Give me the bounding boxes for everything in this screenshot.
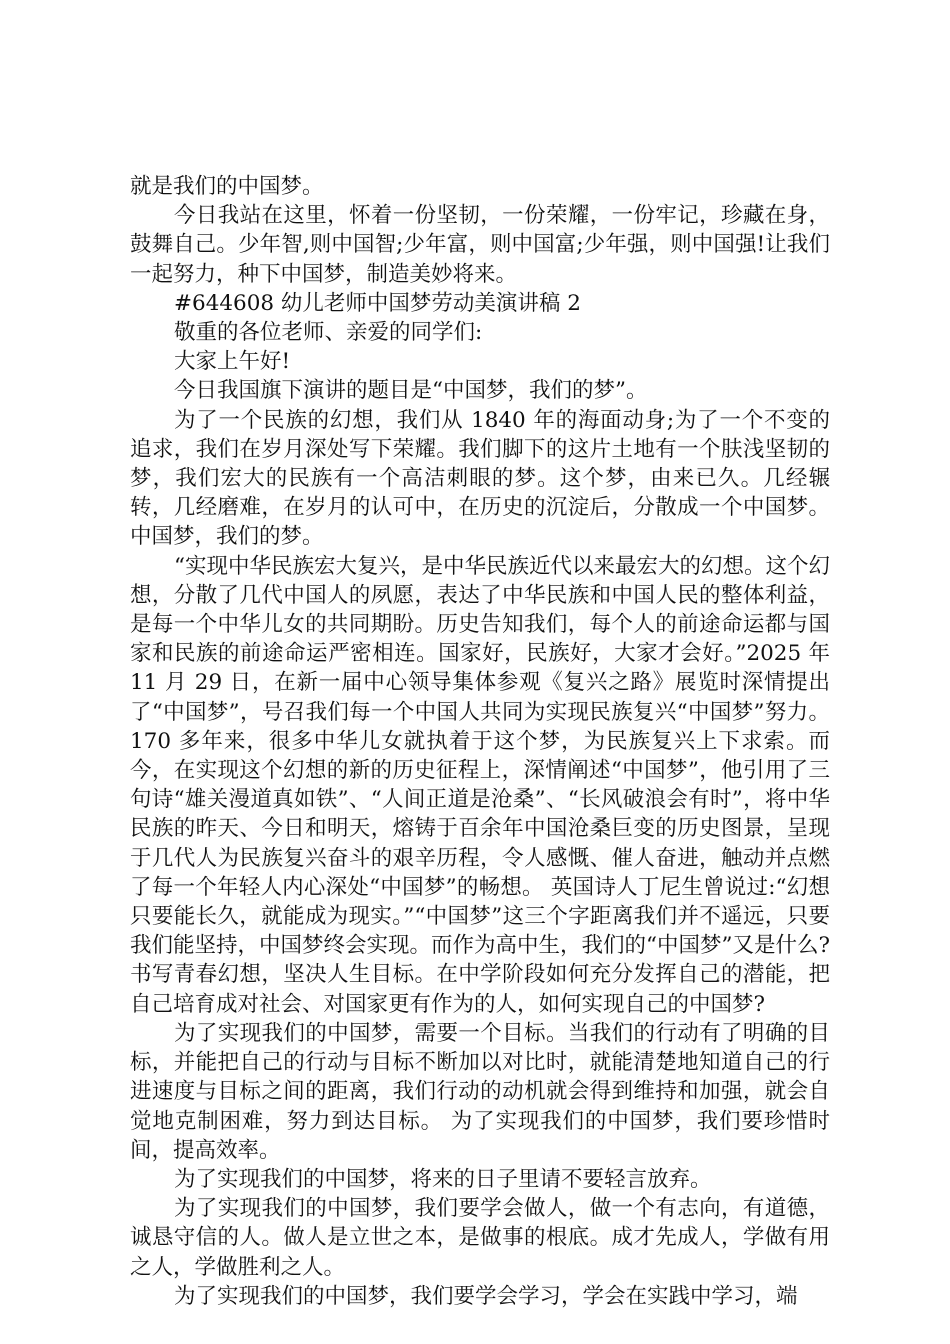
paragraph-be-a-person: 为了实现我们的中国梦，我们要学会做人，做一个有志向，有道德，诚恳守信的人。做人是立世之本，是做事的根底。成才先成人，学做有用之人，学做胜利之人。: [130, 1196, 830, 1280]
speech-title: #644608 幼儿老师中国梦劳动美演讲稿 2: [174, 290, 581, 316]
paragraph-dream-origin: 为了一个民族的幻想，我们从 1840 年的海面动身;为了一个不变的追求，我们在岁月深处写下荣耀。我们脚下的这片土地有一个肤浅坚韧的梦，我们宏大的民族有一个高洁刺眼的梦。这个梦，由来已久。几经辗转，几经磨难，在岁月的认可中，在历史的沉淀后，分散成一个中国梦。中国梦，我们的梦。: [130, 407, 830, 550]
paragraph-topic: 今日我国旗下演讲的题目是“中国梦，我们的梦”。: [174, 378, 648, 404]
document-body: [130, 172, 830, 1311]
paragraph-never-give-up: 为了实现我们的中国梦，将来的日子里请不要轻言放弃。: [174, 1166, 712, 1192]
paragraph-continuation: 就是我们的中国梦。: [130, 174, 324, 199]
paragraph-today-standing: 今日我站在这里，怀着一份坚韧，一份荣耀，一份牢记，珍藏在身，鼓舞自己。少年智,则中国智;少年富，则中国富;少年强，则中国强!让我们一起努力，种下中国梦，制造美妙将来。: [130, 203, 830, 287]
paragraph-learn: 为了实现我们的中国梦，我们要学会学习，学会在实践中学习，端: [174, 1283, 798, 1309]
paragraph-national-rejuvenation: “实现中华民族宏大复兴，是中华民族近代以来最宏大的幻想。这个幻想，分散了几代中国人的夙愿，表达了中华民族和中国人民的整体利益，是每一个中华儿女的共同期盼。历史告知我们，每个人的前途命运都与国家和民族的前途命运严密相连。国家好，民族好，大家才会好。”2025 年 11 月 29 日，在新一届中心领导集体参观《复兴之路》展览时深情提出了“中国梦”，号召我们每一个中国人共同为实现民族复兴“中国梦”努力。 170 多年来，很多中华儿女就执着于这个梦，为民族复兴上下求索。而今，在实现这个幻想的新的历史征程上，深情阐述“中国梦”，他引用了三句诗“雄关漫道真如铁”、“人间正道是沧桑”、“长风破浪会有时”，将中华民族的昨天、今日和明天，熔铸于百余年中国沧桑巨变的历史图景，呈现于几代人为民族复兴奋斗的艰辛历程，令人感慨、催人奋进，触动并点燃了每一个年轻人内心深处“中国梦”的畅想。 英国诗人丁尼生曾说过:“幻想只要能长久，就能成为现实。”“中国梦”这三个字距离我们并不遥远，只要我们能坚持，中国梦终会实现。而作为高中生，我们的“中国梦”又是什么?书写青春幻想，坚决人生目标。在中学阶段如何充分发挥自己的潜能，把自己培育成对社会、对国家更有作为的人，如何实现自己的中国梦?: [130, 553, 831, 1017]
paragraph-goal: 为了实现我们的中国梦，需要一个目标。当我们的行动有了明确的目标，并能把自己的行动与目标不断加以对比时，就能清楚地知道自己的行进速度与目标之间的距离，我们行动的动机就会得到维持和加强，就会自觉地克制困难，努力到达目标。 为了实现我们的中国梦，我们要珍惜时间，提高效率。: [130, 1020, 830, 1163]
salutation: 敬重的各位老师、亲爱的同学们:: [174, 320, 483, 346]
greeting: 大家上午好!: [174, 349, 291, 375]
